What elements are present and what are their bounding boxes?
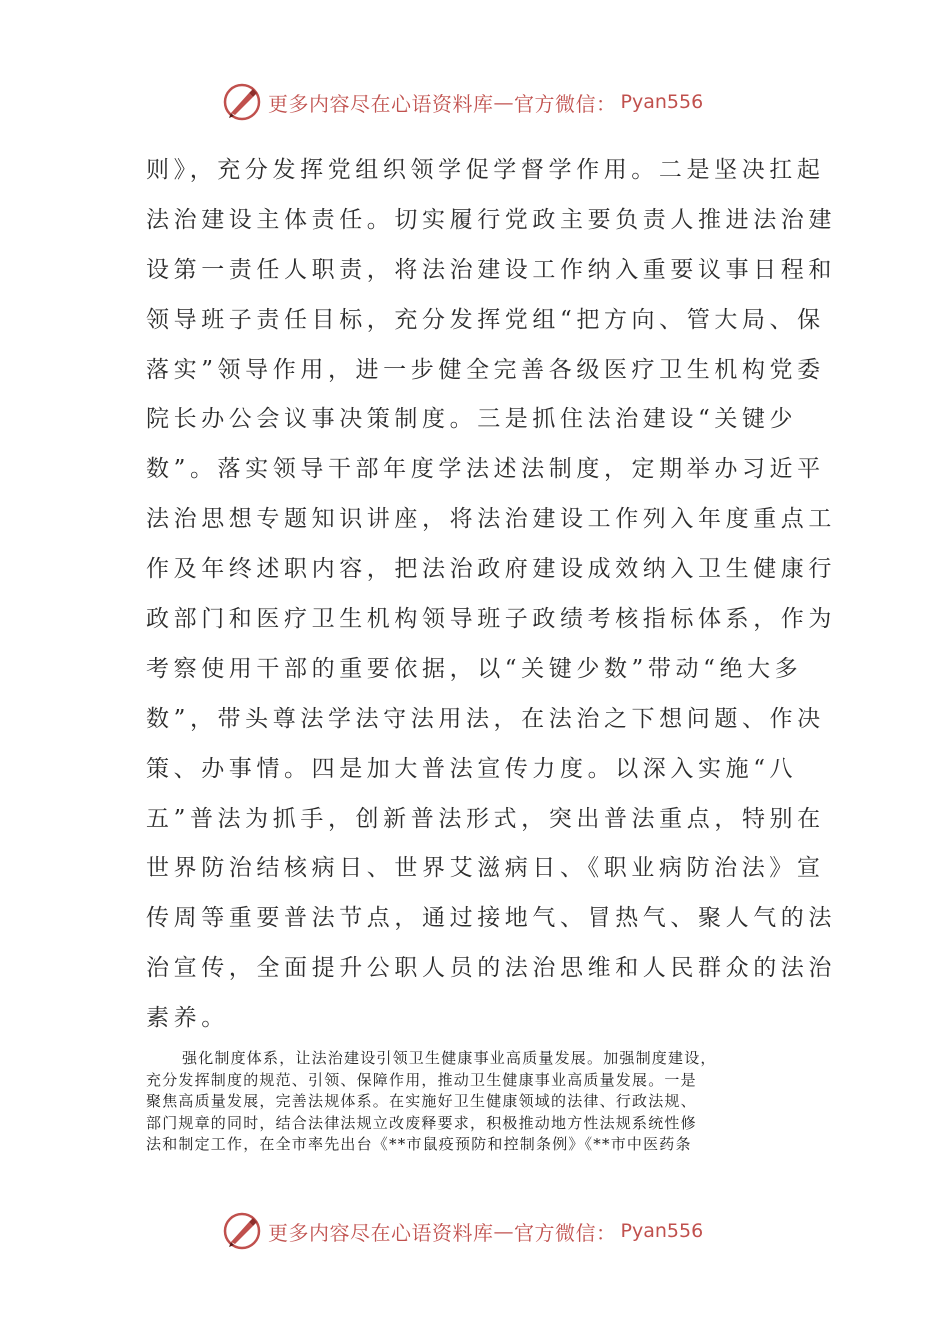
banner-wechat-label: 官方微信： — [514, 91, 617, 116]
small-line: 强化制度体系，让法治建设引领卫生健康事业高质量发展。加强制度建设， — [182, 1049, 717, 1067]
banner-dash: — — [493, 1219, 514, 1243]
footer-banner — [222, 1209, 742, 1253]
pen-logo-icon — [222, 82, 262, 122]
banner-title: 更多内容尽在心语资料库 — [268, 1220, 494, 1245]
body-line: 落实”领导作用，进一步健全完善各级医疗卫生机构党委 — [146, 356, 825, 383]
body-line: 院长办公会议事决策制度。三是抓住法治建设“关键少 — [146, 406, 798, 433]
body-line: 政部门和医疗卫生机构领导班子政绩考核指标体系，作为 — [146, 606, 836, 633]
body-line: 治宣传，全面提升公职人员的法治思维和人民群众的法治 — [146, 955, 836, 982]
body-line: 五”普法为抓手，创新普法形式，突出普法重点，特别在 — [146, 805, 825, 832]
small-line: 法和制定工作，在全市率先出台《**市鼠疫预防和控制条例》《**市中医药条 — [146, 1135, 692, 1154]
banner-dash: — — [493, 90, 514, 114]
body-line: 数”。落实领导干部年度学法述法制度，定期举办习近平 — [146, 456, 825, 483]
body-paragraph — [146, 146, 836, 1044]
banner-title: 更多内容尽在心语资料库 — [268, 91, 494, 116]
body-line: 考察使用干部的重要依据，以“关键少数”带动“绝大多 — [146, 655, 803, 682]
body-line: 作及年终述职内容，把法治政府建设成效纳入卫生健康行 — [146, 556, 836, 583]
body-line: 素养。 — [146, 1005, 229, 1032]
small-line: 聚焦高质量发展，完善法规体系。在实施好卫生健康领域的法律、行政法规、 — [146, 1092, 697, 1111]
small-paragraph — [146, 1048, 816, 1156]
body-line: 设第一责任人职责，将法治建设工作纳入重要议事日程和 — [146, 256, 836, 283]
body-line: 数”，带头尊法学法守法用法，在法治之下想问题、作决 — [146, 705, 825, 732]
body-line: 世界防治结核病日、世界艾滋病日、《职业病防治法》宣 — [146, 855, 825, 882]
body-line: 法治思想专题知识讲座，将法治建设工作列入年度重点工 — [146, 506, 836, 533]
body-line: 策、办事情。四是加大普法宣传力度。以深入实施“八 — [146, 755, 798, 782]
banner-wechat-id: Pyan556 — [620, 1220, 704, 1242]
body-line: 则》，充分发挥党组织领学促学督学作用。二是坚决扛起 — [146, 157, 825, 183]
small-line: 充分发挥制度的规范、引领、保障作用，推动卫生健康事业高质量发展。一是 — [146, 1070, 697, 1089]
banner-wechat-id: Pyan556 — [620, 91, 704, 113]
body-line: 领导班子责任目标，充分发挥党组“把方向、管大局、保 — [146, 306, 825, 333]
small-line: 部门规章的同时，结合法律法规立改废释要求，积极推动地方性法规系统性修 — [146, 1113, 697, 1132]
banner-wechat-label: 官方微信： — [514, 1220, 617, 1245]
pen-logo-icon — [222, 1211, 262, 1251]
body-line: 传周等重要普法节点，通过接地气、冒热气、聚人气的法 — [146, 905, 836, 932]
header-banner — [222, 80, 742, 124]
body-line: 法治建设主体责任。切实履行党政主要负责人推进法治建 — [146, 206, 836, 233]
